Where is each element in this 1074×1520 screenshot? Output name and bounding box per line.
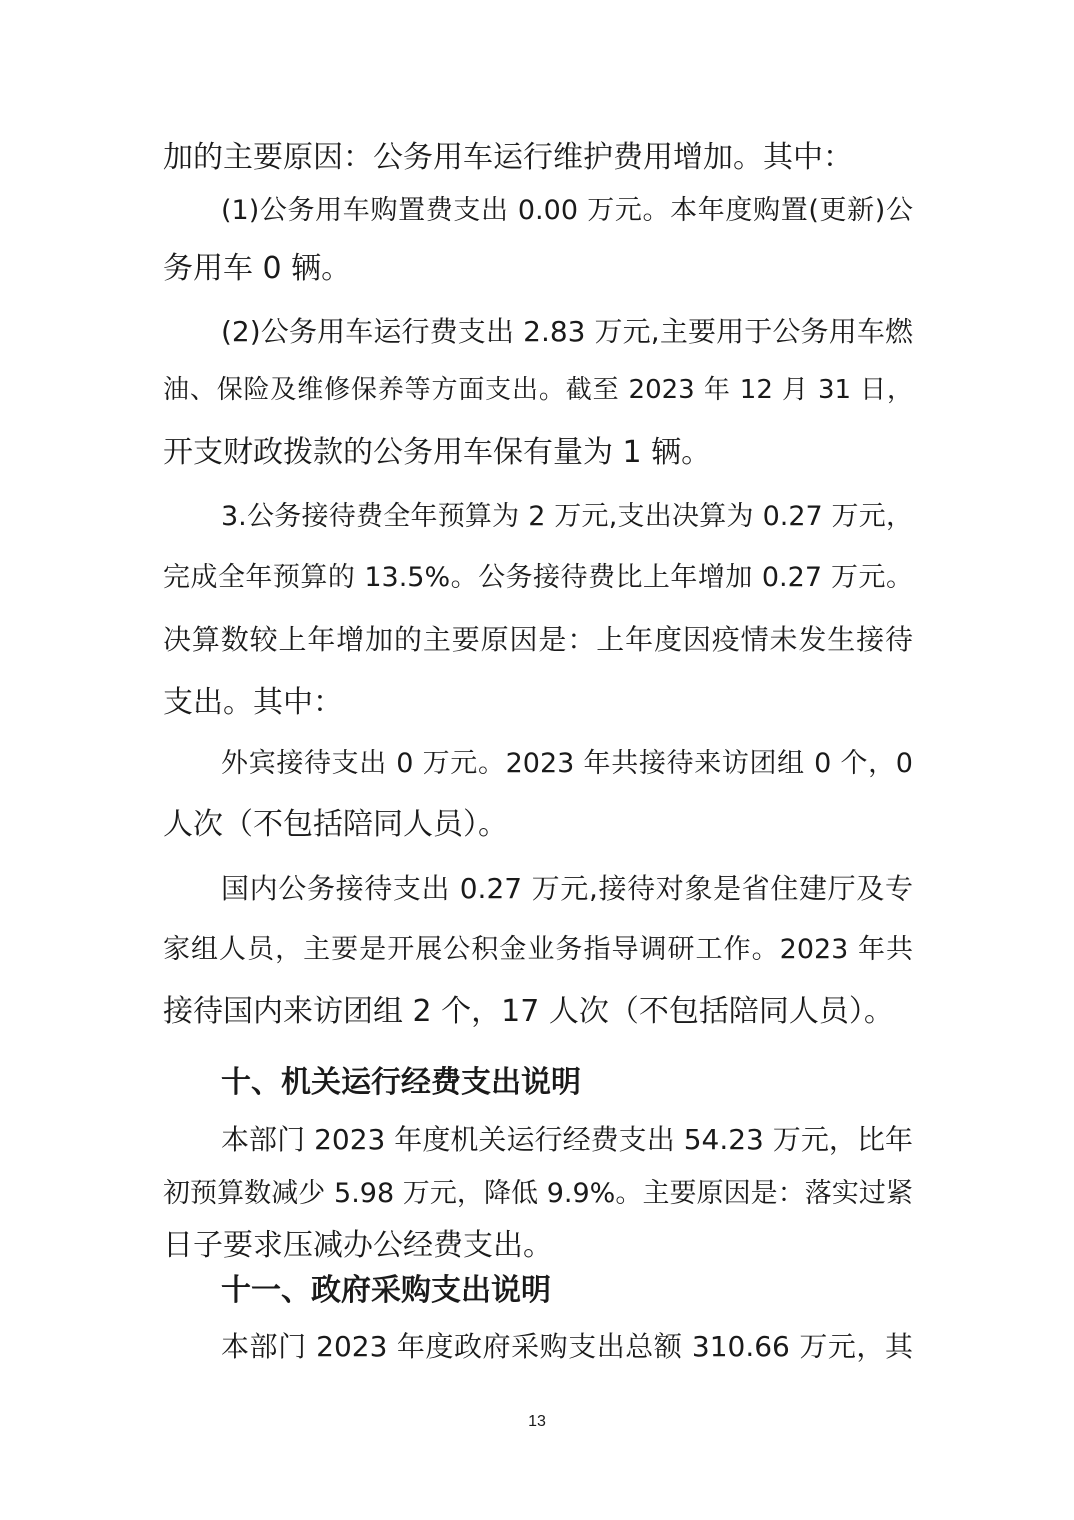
paragraph-line: 接待国内来访团组 2 个，17 人次（不包括陪同人员）。 (163, 994, 894, 1029)
paragraph-line: 支出。其中： (163, 685, 343, 720)
paragraph-line: 本部门 2023 年度政府采购支出总额 310.66 万元，其 (221, 1330, 913, 1363)
paragraph-line: 本部门 2023 年度机关运行经费支出 54.23 万元，比年 (221, 1123, 913, 1156)
paragraph-line: 国内公务接待支出 0.27 万元,接待对象是省住建厅及专 (221, 872, 913, 905)
paragraph-line: 油、保险及维修保养等方面支出。截至 2023 年 12 月 31 日， (163, 375, 913, 405)
paragraph-line: 日子要求压减办公经费支出。 (163, 1228, 553, 1263)
page-number: 13 (528, 1413, 546, 1430)
paragraph-line: 初预算数减少 5.98 万元，降低 9.9%。主要原因是：落实过紧 (163, 1178, 913, 1209)
paragraph-line: (2)公务用车运行费支出 2.83 万元,主要用于公务用车燃 (221, 315, 913, 348)
paragraph-line: 务用车 0 辆。 (163, 251, 352, 286)
paragraph-line: 开支财政拨款的公务用车保有量为 1 辆。 (163, 435, 712, 470)
paragraph-line: (1)公务用车购置费支出 0.00 万元。本年度购置(更新)公 (221, 195, 913, 226)
paragraph-line: 决算数较上年增加的主要原因是：上年度因疫情未发生接待 (163, 623, 913, 656)
paragraph-line: 人次（不包括陪同人员）。 (163, 807, 508, 842)
paragraph-line: 完成全年预算的 13.5%。公务接待费比上年增加 0.27 万元。 (163, 562, 913, 593)
paragraph-line: 外宾接待支出 0 万元。2023 年共接待来访团组 0 个，0 (221, 748, 913, 779)
paragraph-line: 家组人员，主要是开展公积金业务指导调研工作。2023 年共 (163, 934, 913, 965)
paragraph-line: 加的主要原因：公务用车运行维护费用增加。其中： (163, 140, 853, 175)
paragraph-line: 3.公务接待费全年预算为 2 万元,支出决算为 0.27 万元， (221, 501, 913, 532)
section-heading: 十、机关运行经费支出说明 (221, 1065, 581, 1100)
section-heading: 十一、政府采购支出说明 (221, 1273, 551, 1308)
